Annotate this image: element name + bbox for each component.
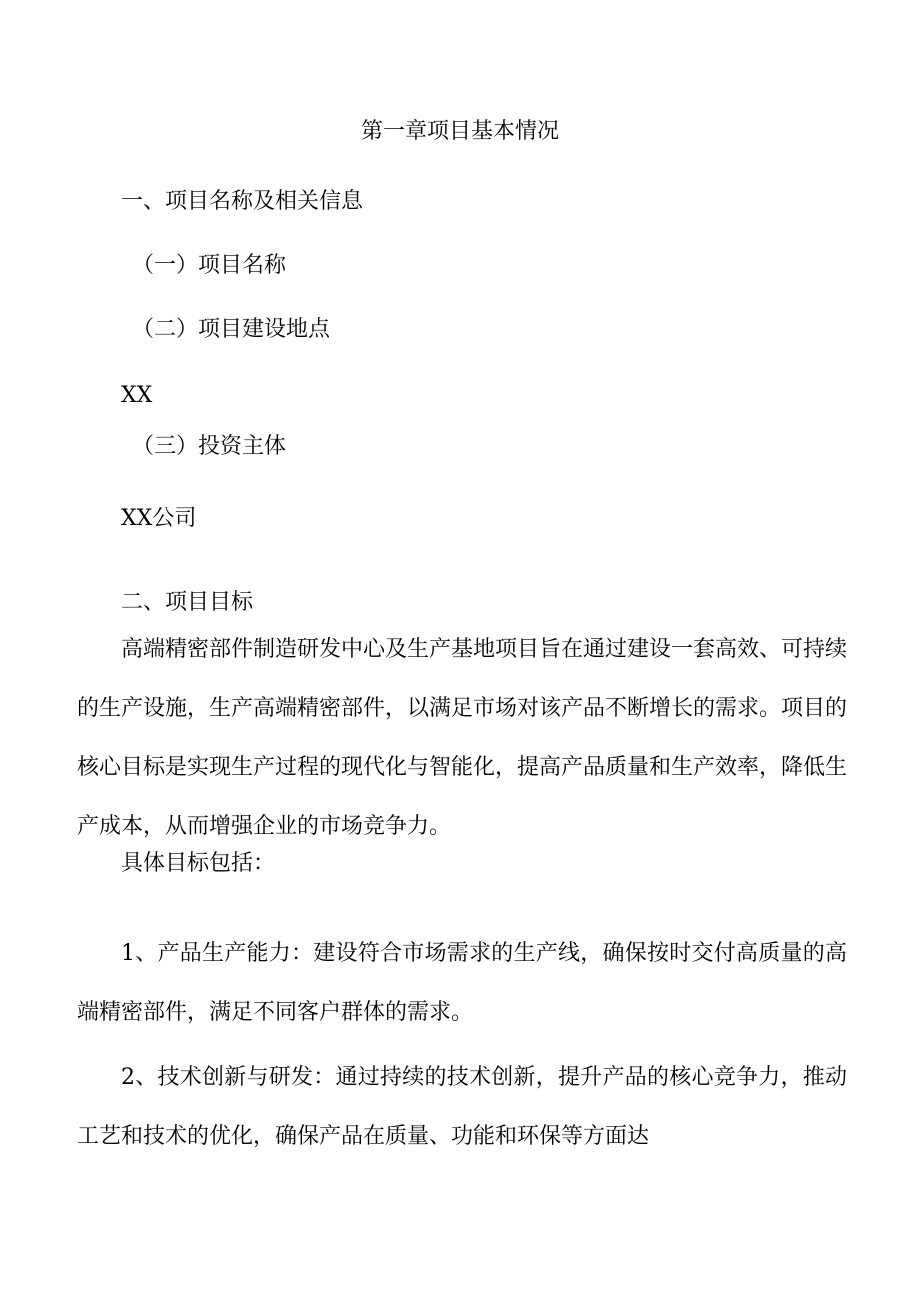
sub2-value: XX	[121, 383, 153, 408]
sub1-heading: （一）项目名称	[132, 253, 287, 278]
section1-heading: 一、项目名称及相关信息	[121, 189, 364, 214]
sub3-value: XX公司	[121, 506, 197, 531]
sub2-heading: （二）项目建设地点	[132, 317, 331, 342]
objective-paragraph: 高端精密部件制造研发中心及生产基地项目旨在通过建设一套高效、可持续的生产设施，生产高端精密部件，以满足市场对该产品不断增长的需求。项目的核心目标是实现生产过程的现代化与智能化，提高产品质量和生产效率，降低生产成本，从而增强企业的市场竞争力。	[77, 637, 848, 839]
goals-intro: 具体目标包括：	[121, 851, 276, 876]
section2-heading: 二、项目目标	[121, 590, 254, 615]
sub3-heading: （三）投资主体	[132, 434, 287, 459]
chapter-title: 第一章项目基本情况	[360, 119, 559, 144]
goal-2: 2、技术创新与研发：通过持续的技术创新，提升产品的核心竞争力，推动工艺和技术的优化，确保产品在质量、功能和环保等方面达	[77, 1065, 847, 1149]
goal-1: 1、产品生产能力：建设符合市场需求的生产线，确保按时交付高质量的高端精密部件，满足不同客户群体的需求。	[77, 941, 847, 1025]
